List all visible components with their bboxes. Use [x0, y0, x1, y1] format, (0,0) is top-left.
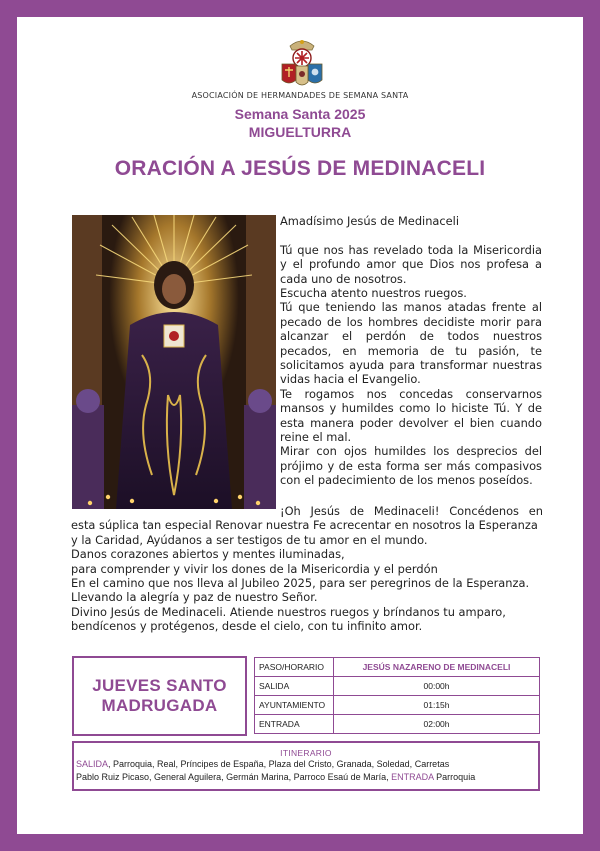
itinerary-end-place: Parroquia [433, 771, 476, 782]
schedule-time: 00:00h [334, 677, 540, 696]
prayer-line: solicitamos ayuda para transformar nuestras [280, 358, 542, 373]
prayer-line: cada uno de nosotros. [280, 271, 407, 286]
itinerary-route-2: Pablo Ruiz Picaso, General Aguilera, Germán Marina, Parroco Esaú de María, [76, 771, 392, 782]
itinerary-route-1: , Parroquia, Real, Príncipes de España, Plaza del Cristo, Granada, Soledad, Carretas [108, 759, 450, 769]
prayer-line: para comprender y vivir los dones de la Misericordia y el perdón [71, 561, 438, 576]
prayer-line: y el profundo amor que Dios nos profesa a [280, 257, 542, 272]
schedule-col2-header: JESÚS NAZARENO DE MEDINACELI [334, 658, 540, 677]
prayer-line: bendícenos y protégenos, desde el cielo, con tu infinito amor. [71, 619, 423, 634]
itinerary-end-label: ENTRADA [391, 771, 434, 782]
table-row [255, 696, 540, 715]
prayer-line: esta súplica tan especial Renovar nuestra Fe acrecentar en nosotros la Esperanza [71, 518, 538, 533]
jesus-medinaceli-image [72, 215, 276, 509]
prayer-line: esta manera poder devolver el bien cuando [280, 415, 542, 430]
procession-day-box [72, 656, 247, 736]
schedule-time: 02:00h [334, 715, 540, 734]
schedule-table [254, 657, 540, 734]
prayer-line: ¡Oh Jesús de Medinaceli! Concédenos en [280, 504, 543, 518]
brotherhood-emblem-logo [276, 34, 328, 90]
prayer-line: vidas hacia el Evangelio. [280, 372, 421, 387]
prayer-line: Escucha atento nuestros ruegos. [280, 286, 467, 301]
schedule-label: ENTRADA [255, 715, 334, 734]
itinerary-box [72, 741, 540, 791]
table-row [255, 715, 540, 734]
prayer-line: Llevando la alegría y paz de nuestro Señor. [71, 590, 318, 605]
prayer-line: y la Caridad, Ayúdanos a ser testigos de tu amor en el mundo. [71, 532, 428, 547]
town-name: MIGUELTURRA [248, 124, 352, 140]
prayer-line: alcanzar el perdón de todos nuestros [280, 329, 542, 344]
schedule-col1-header: PASO/HORARIO [255, 658, 334, 677]
association-name: ASOCIACIÓN DE HERMANDADES DE SEMANA SANTA [191, 91, 409, 100]
itinerary-line-2 [74, 771, 538, 784]
prayer-text-full [71, 504, 543, 634]
prayer-line: prójimo y de esta forma ser más compasivos [280, 458, 542, 473]
prayer-line: pecado de los hombres decidiste morir para [280, 314, 542, 329]
prayer-line: mansos y humildes como lo hiciste Tú. Y de [280, 401, 542, 416]
event-title: Semana Santa 2025 [234, 106, 366, 122]
prayer-text-right [280, 214, 542, 488]
day-line-1: JUEVES SANTO [92, 676, 227, 695]
prayer-line: En el camino que nos lleva al Jubileo 2025, para ser peregrinos de la Esperanza. [71, 576, 530, 591]
table-row [255, 677, 540, 696]
schedule-time: 01:15h [334, 696, 540, 715]
schedule-label: SALIDA [255, 677, 334, 696]
schedule-label: AYUNTAMIENTO [255, 696, 334, 715]
table-header-row [255, 658, 540, 677]
poster-page [17, 17, 583, 834]
prayer-line: Danos corazones abiertos y mentes iluminadas, [71, 547, 345, 562]
prayer-line: Divino Jesús de Medinaceli. Atiende nuestros ruegos y bríndanos tu amparo, [71, 604, 506, 619]
prayer-greeting: Amadísimo Jesús de Medinaceli [280, 214, 460, 228]
prayer-line: Te rogamos nos concedas conservarnos [280, 386, 542, 401]
itinerary-start-label: SALIDA [76, 759, 109, 769]
prayer-line: Tú que nos has revelado toda la Misericordia [280, 242, 542, 257]
prayer-line: reine el mal. [280, 430, 352, 445]
itinerary-title: ITINERARIO [280, 748, 332, 758]
prayer-line: Mirar con ojos humildes los desprecios del [280, 444, 542, 459]
day-line-2: MADRUGADA [101, 696, 218, 715]
page-title: ORACIÓN A JESÚS DE MEDINACELI [114, 157, 486, 180]
prayer-line: Tú que teniendo las manos atadas frente al [280, 300, 542, 315]
prayer-line: con el padecimiento de los menos poseídos. [280, 473, 533, 488]
prayer-line: pecados, en memoria de tu pasión, te [280, 343, 542, 358]
itinerary-line-1 [74, 758, 538, 771]
